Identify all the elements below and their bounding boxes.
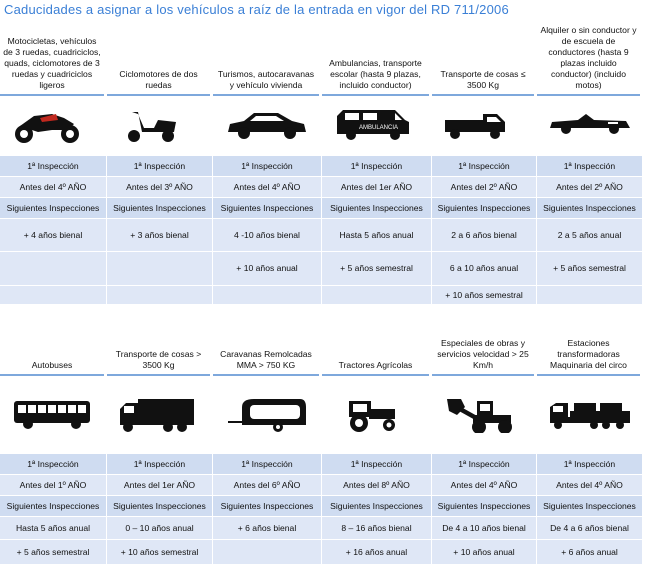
first-inspection-label: 1ª Inspección xyxy=(0,156,106,176)
first-inspection-value: Antes del 2º AÑO xyxy=(537,177,642,197)
interval-cell: + 10 años anual xyxy=(213,252,321,285)
following-inspections-label: Siguientes Inspecciones xyxy=(213,496,321,516)
column-header: Caravanas Remolcadas MMA > 750 KG xyxy=(213,324,319,376)
ambulance-icon xyxy=(335,108,419,144)
interval-cell: + 10 años semestral xyxy=(432,286,536,304)
bus-icon xyxy=(12,397,96,433)
interval-cell: Hasta 5 años anual xyxy=(322,219,431,251)
empty-cell xyxy=(322,286,431,304)
empty-cell xyxy=(213,286,321,304)
interval-cell: + 5 años semestral xyxy=(322,252,431,285)
interval-cell: + 6 años anual xyxy=(537,540,642,564)
first-inspection-label: 1ª Inspección xyxy=(432,454,536,474)
first-inspection-value: Antes del 1º AÑO xyxy=(0,475,106,495)
first-inspection-label: 1ª Inspección xyxy=(213,454,321,474)
following-inspections-label: Siguientes Inspecciones xyxy=(0,198,106,218)
first-inspection-label: 1ª Inspección xyxy=(432,156,536,176)
first-inspection-label: 1ª Inspección xyxy=(107,454,212,474)
wheel-loader-icon xyxy=(443,397,527,433)
interval-cell: De 4 a 6 años bienal xyxy=(537,517,642,539)
first-inspection-value: Antes del 3º AÑO xyxy=(107,177,212,197)
interval-cell: 8 – 16 años bienal xyxy=(322,517,431,539)
column-header: Especiales de obras y servicios velocidad > 25 Km/h xyxy=(432,324,534,376)
first-inspection-label: 1ª Inspección xyxy=(107,156,212,176)
column-header: Ambulancias, transporte escolar (hasta 9 plazas, incluido conductor) xyxy=(322,34,429,96)
following-inspections-label: Siguientes Inspecciones xyxy=(213,198,321,218)
following-inspections-label: Siguientes Inspecciones xyxy=(107,198,212,218)
page-title: Caducidades a asignar a los vehículos a raíz de la entrada en vigor del RD 711/2006 xyxy=(4,2,509,17)
following-inspections-label: Siguientes Inspecciones xyxy=(537,198,642,218)
column-header: Ciclomotores de dos ruedas xyxy=(107,34,210,96)
motorcycle-icon xyxy=(12,108,96,144)
scooter-icon xyxy=(118,108,202,144)
interval-cell: 2 a 5 años anual xyxy=(537,219,642,251)
following-inspections-label: Siguientes Inspecciones xyxy=(107,496,212,516)
first-inspection-label: 1ª Inspección xyxy=(322,156,431,176)
following-inspections-label: Siguientes Inspecciones xyxy=(322,496,431,516)
following-inspections-label: Siguientes Inspecciones xyxy=(432,496,536,516)
first-inspection-label: 1ª Inspección xyxy=(537,156,642,176)
interval-cell: + 16 años anual xyxy=(322,540,431,564)
interval-cell: + 10 años anual xyxy=(432,540,536,564)
column-header: Estaciones transformadoras Maquinaria del circo xyxy=(537,324,640,376)
column-header: Motocicletas, vehículos de 3 ruedas, cuadriciclos, quads, ciclomotores de 3 ruedas y cuadriciclos ligeros xyxy=(0,34,104,96)
first-inspection-label: 1ª Inspección xyxy=(213,156,321,176)
following-inspections-label: Siguientes Inspecciones xyxy=(537,496,642,516)
column-header: Transporte de cosas ≤ 3500 Kg xyxy=(432,34,534,96)
interval-cell: 0 – 10 años anual xyxy=(107,517,212,539)
column-header: Transporte de cosas > 3500 Kg xyxy=(107,324,210,376)
first-inspection-value: Antes del 4º AÑO xyxy=(213,177,321,197)
first-inspection-value: Antes del 6º AÑO xyxy=(213,475,321,495)
empty-cell xyxy=(213,540,321,564)
interval-cell: + 3 años bienal xyxy=(107,219,212,251)
interval-cell: + 5 años semestral xyxy=(537,252,642,285)
pickup-truck-icon xyxy=(443,108,527,144)
first-inspection-label: 1ª Inspección xyxy=(322,454,431,474)
first-inspection-label: 1ª Inspección xyxy=(537,454,642,474)
ambulance-label: AMBULANCIA xyxy=(359,125,399,131)
empty-cell xyxy=(107,252,212,285)
first-inspection-value: Antes del 1er AÑO xyxy=(322,177,431,197)
first-inspection-value: Antes del 4º AÑO xyxy=(0,177,106,197)
first-inspection-value: Antes del 4º AÑO xyxy=(537,475,642,495)
following-inspections-label: Siguientes Inspecciones xyxy=(322,198,431,218)
car-icon xyxy=(226,108,310,144)
interval-cell: Hasta 5 años anual xyxy=(0,517,106,539)
empty-cell xyxy=(537,286,642,304)
following-inspections-label: Siguientes Inspecciones xyxy=(432,198,536,218)
interval-cell: 2 a 6 años bienal xyxy=(432,219,536,251)
interval-cell: De 4 a 10 años bienal xyxy=(432,517,536,539)
empty-cell xyxy=(0,252,106,285)
caravan-icon xyxy=(226,397,310,433)
column-header: Autobuses xyxy=(0,324,104,376)
box-truck-icon xyxy=(118,397,202,433)
empty-cell xyxy=(0,286,106,304)
first-inspection-value: Antes del 8º AÑO xyxy=(322,475,431,495)
flatbed-truck-icon xyxy=(548,397,632,433)
first-inspection-label: 1ª Inspección xyxy=(0,454,106,474)
first-inspection-value: Antes del 1er AÑO xyxy=(107,475,212,495)
interval-cell: + 6 años bienal xyxy=(213,517,321,539)
first-inspection-value: Antes del 2º AÑO xyxy=(432,177,536,197)
interval-cell: + 10 años semestral xyxy=(107,540,212,564)
column-header: Turismos, autocaravanas y vehículo vivienda xyxy=(213,34,319,96)
column-header: Alquiler o sin conductor y de escuela de conductores (hasta 9 plazas incluido conductor) (incluido motos) xyxy=(537,34,640,96)
interval-cell: 4 -10 años bienal xyxy=(213,219,321,251)
interval-cell: + 4 años bienal xyxy=(0,219,106,251)
tractor-icon xyxy=(335,397,419,433)
convertible-icon xyxy=(548,108,632,144)
column-header: Tractores Agrícolas xyxy=(322,324,429,376)
empty-cell xyxy=(107,286,212,304)
interval-cell: 6 a 10 años anual xyxy=(432,252,536,285)
following-inspections-label: Siguientes Inspecciones xyxy=(0,496,106,516)
interval-cell: + 5 años semestral xyxy=(0,540,106,564)
first-inspection-value: Antes del 4º AÑO xyxy=(432,475,536,495)
